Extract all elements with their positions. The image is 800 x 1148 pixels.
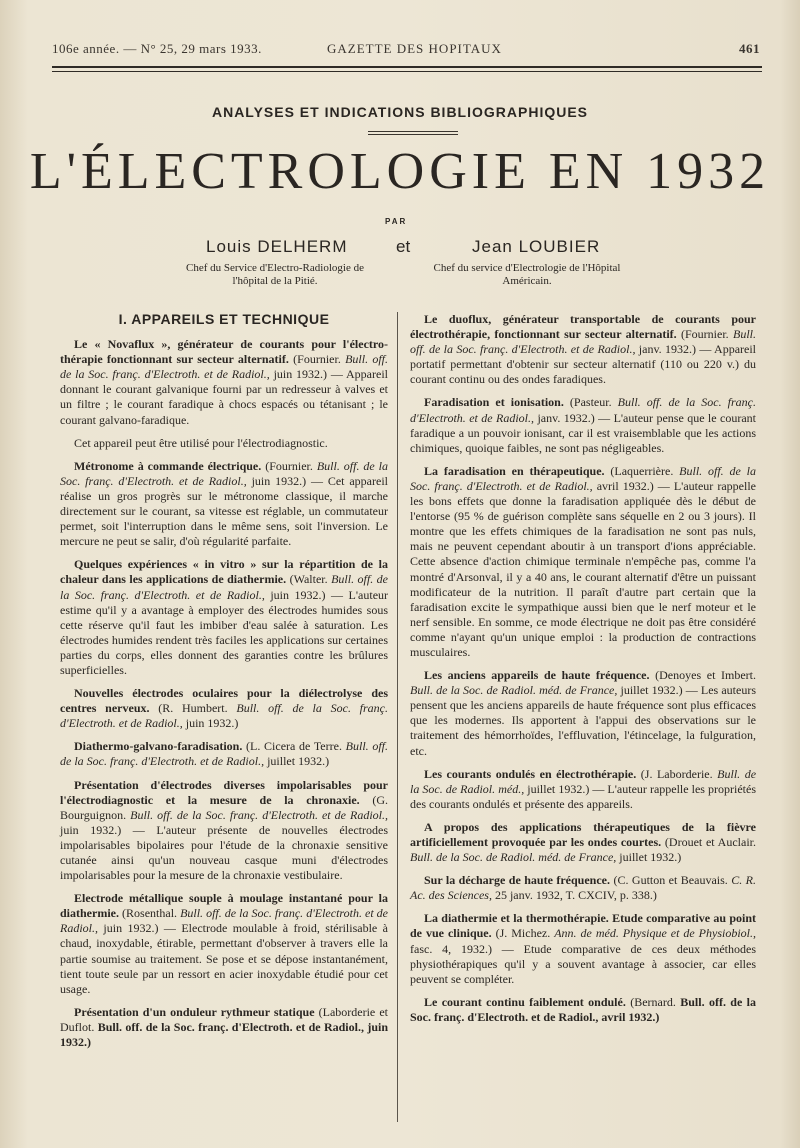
column-divider [397,312,398,1122]
running-head [52,41,762,61]
journal-name: GAZETTE DES HOPITAUX [327,41,502,56]
bib-entry: Les anciens appareils de haute fréquence. (Denoyes et Imbert. Bull. de la Soc. de Radiol. méd. de France, juillet 1932.) — Les auteurs pensent que les anciens appareils de haute fréquence sont plus efficaces que les modernes. Ils apportent à l'appui des observations sur le traitement des hémorrhoïdes, l'effluvation, l'étincelage, la fulguration, etc. [410,668,757,758]
page-number: 461 [739,41,760,56]
issue-info: 106e année. — N° 25, 29 mars 1933. [52,41,262,56]
affiliation-delherm: Chef du Service d'Electro-Radiologie de l'hôpital de la Pitié. [186,262,364,287]
bib-entry: Métronome à commande électrique. (Fournier. Bull. off. de la Soc. franç. d'Electroth. et de Radiol., juin 1932.) — Cet appareil réalise un gros progrès sur le métronome classique, il marche directement sur le courant, sa vitesse est réglable, un commutateur permet, soit l'interruption dans le même sens, soit l'inversion. Le mercure ne peut se salir, d'où régularité parfaite. [60,458,389,549]
bib-entry: Le « Novaflux », générateur de courants pour l'électro-thérapie fonctionnant sur secteur alternatif. (Fournier. Bull. off. de la Soc. franç. d'Electroth. et de Radiol., juin 1932.) — Appareil donnant le courant galvanique fourni par un redresseur à valves et un filtre ; le courant faradique à chocs espacés ou tétanisant ; le courant galvano-faradique. [60,337,389,427]
article-title: L'ÉLECTROLOGIE EN 1932 [29,143,771,200]
bib-entry: Présentation d'électrodes diverses impolarisables pour l'électrodiagnostic et la mesure de la chronaxie. (G. Bourguignon. Bull. off. de la Soc. franç. d'Electroth. et de Radiol., juin 1932.) — L'auteur présente de nouvelles électrodes impolarisables bipolaires pour l'étude de la chronaxie sensitive cutanée ainsi qu'un nouveau casque muni d'électrodes impolarisables pour la mesure de la chronaxie vestibulaire. [60,777,388,883]
bib-entry: Les courants ondulés en électrothérapie. (J. Laborderie. Bull. de la Soc. de Radiol. méd., juillet 1932.) — L'auteur rappelle les propriétés des courants ondulés et présente des appareils. [410,766,757,811]
bib-entry: Faradisation et ionisation. (Pasteur. Bull. off. de la Soc. franç. d'Electroth. et de Radiol., janv. 1932.) — L'auteur pense que le courant faradique a un pouvoir ionisant, car il est vraisemblable que les actions chimiques, quoique faibles, ne sont pas négligeables. [410,395,757,455]
author-loubier: Jean LOUBIER [472,237,601,256]
byline-par: PAR [385,217,408,226]
bib-entry: A propos des applications thérapeutiques de la fièvre artificiellement provoquée par les ondes courtes. (Drouet et Auclair. Bull. de la Soc. de Radiol. méd. de France, juillet 1932.) [410,819,756,865]
bib-entry: Nouvelles électrodes oculaires pour la diélectrolyse des centres nerveux. (R. Humbert. Bull. off. de la Soc. franç. d'Electroth. et de Radiol., juin 1932.) [60,686,389,731]
right-column [410,312,756,1025]
bib-entry: Cet appareil peut être utilisé pour l'électrodiagnostic. [74,435,328,450]
bib-entry: La diathermie et la thermothérapie. Etude comparative au point de vue clinique. (J. Michez. Ann. de méd. Physique et de Physiobiol., fasc. 4, 1932.) — Etude comparative de ces deux méthodes physiothérapiques qu'il y a souvent avantage à associer, car elles peuvent se compléter. [410,911,757,986]
bib-entry: Le courant continu faiblement ondulé. (Bernard. Bull. off. de la Soc. franç. d'Electroth. et de Radiol., avril 1932.) [410,994,757,1024]
banner-rule [368,131,458,135]
bib-entry: Quelques expériences « in vitro » sur la répartition de la chaleur dans les applications de diathermie. (Walter. Bull. off. de la Soc. franç. d'Electroth. et de Radiol., juin 1932.) — L'auteur estime qu'il y a avantage à employer des électrodes humides sous cette réserve qu'il faut les imbiber d'eau salée à saturation. Les électrodes humides rendent très faciles les applications sur certaines parties du corps, elles donnent des garanties contre les brûlures superficielles. [60,557,389,677]
bib-entry: Electrode métallique souple à moulage instantané pour la diathermie. (Rosenthal. Bull. off. de la Soc. franç. d'Electroth. et de Radiol., juin 1932.) — Electrode moulable à froid, stérilisable à chaud, inoxydable, étirable, permettant d'observer à travers elle la partie soumise au traitement. Se pose et se dépose instantanément, tient toute seule par un ressort en acier inoxydable étudié pour cet usage. [60,891,389,996]
author-delherm: Louis DELHERM [206,237,348,256]
bib-entry: Présentation d'un onduleur rythmeur statique (Laborderie et Duflot. Bull. off. de la Soc. franç. d'Electroth. et de Radiol., juin 1932.) [60,1004,389,1050]
left-column [60,312,388,1050]
header-rule [52,66,762,72]
section-heading: I. APPAREILS ET TECHNIQUE [118,311,330,327]
bib-entry: Diathermo-galvano-faradisation. (L. Cicera de Terre. Bull. off. de la Soc. franç. d'Electroth. et de Radiol., juillet 1932.) [60,739,389,769]
bib-entry: Sur la décharge de haute fréquence. (C. Gutton et Beauvais. C. R. Ac. des Sciences, 25 janv. 1932, T. CXCIV, p. 338.) [410,873,757,903]
bib-entry: La faradisation en thérapeutique. (Laquerrière. Bull. off. de la Soc. franç. d'Electroth. et de Radiol., avril 1932.) — L'auteur rappelle les bons effets que donne la faradisation appliquée dès le début de l'entorse (95 % de guérison complète sans séquelle en 2 ou 3 jours). Il montre que les effets chimiques de la faradisation ne sont pas nuls, mais ne peuvent cependant aboutir à un transport d'ions appréciable. Cette absence d'action chimique terminale n'empêche pas, comme l'a montré d'Arsonval, il y a 40 ans, le courant alternatif d'être un puissant modificateur de la nutrition. Il paraît d'autre part certain que la faradisation excite le sympathique aussi bien que le nerf moteur et le nerf sensible. En somme, ce mode électrique ne doit pas être considéré comme n'ayant qu'un unique emploi : la production de contractions musculaires. [410,463,757,659]
affiliation-loubier: Chef du service d'Electrologie de l'Hôpital Américain. [433,262,621,287]
byline-et: et [396,237,411,256]
bib-entry: Le duoflux, générateur transportable de courants pour électrothérapie, fonctionnant sur secteur alternatif. (Fournier. Bull. off. de la Soc. franç. d'Electroth. et de Radiol., janv. 1932.) — Appareil portatif permettant d'obtenir sur secteur alternatif (110 ou 220 v.) du courant continu ou des ondes faradiques. [410,312,757,387]
section-banner: ANALYSES ET INDICATIONS BIBLIOGRAPHIQUES [211,104,589,120]
